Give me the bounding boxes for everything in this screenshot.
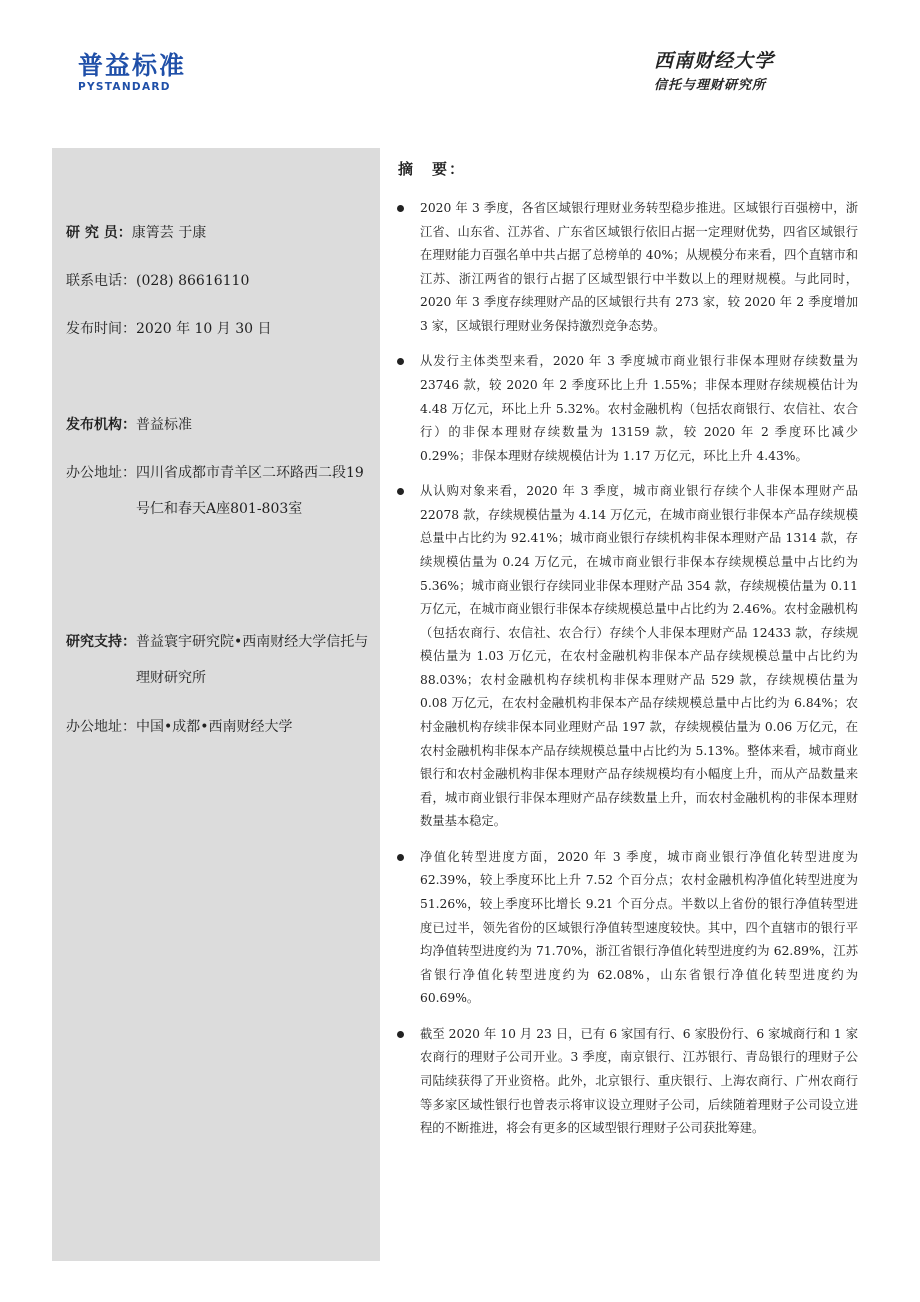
abstract-title: 摘 要： <box>398 160 467 178</box>
university-name: 西南财经大学 <box>653 50 774 72</box>
date-value: 2020 年 10 月 30 日 <box>136 321 272 337</box>
support-row <box>66 633 371 696</box>
publisher-row <box>66 416 371 434</box>
date-row <box>66 320 371 338</box>
researcher-row <box>66 224 371 242</box>
list-item <box>396 1023 858 1141</box>
list-item-text: 2020 年 3 季度，各省区域银行理财业务转型稳步推进。区域银行百强榜中，浙江省、山东省、江苏省、广东省区域银行依旧占据一定理财优势，四省区域银行在理财能力百强名单中共占据了总榜单的 40%；从规模分布来看，四个直辖市和江苏、浙江两省的银行占据了区域型银行中半数以上的理财规模。与此同时，2020 年 3 季度存续理财产品的区域银行共有 273 家，较 2020 年 2 季度增加 3 家，区域银行理财业务保持激烈竞争态势。 <box>420 201 858 333</box>
office-value: 四川省成都市青羊区二环路西二段19号仁和春天A座801-803室 <box>136 465 364 517</box>
list-item <box>396 197 858 339</box>
date-label: 发布时间： <box>66 321 136 337</box>
bullet-icon <box>397 1031 404 1038</box>
list-item <box>396 480 858 834</box>
office2-label: 办公地址： <box>66 719 136 735</box>
list-item-text: 净值化转型进度方面，2020 年 3 季度，城市商业银行净值化转型进度为 62.39%，较上季度环比上升 7.52 个百分点；农村金融机构净值化转型进度为 51.26%，较上季度环比增长 9.21 个百分点。半数以上省份的银行净值转型进度已过半，领先省份的区域银行净值转型速度较快。其中，四个直辖市的银行平均净值转型进度约为 71.70%，浙江省银行净值化转型进度约为 62.89%，江苏省银行净值化转型进度约为 62.08%，山东省银行净值化转型进度约为 60.69%。 <box>420 849 858 1006</box>
abstract-list <box>396 197 858 1141</box>
pystandard-logo <box>78 52 208 93</box>
researcher-value: 康箐芸 于康 <box>131 225 207 241</box>
publisher-value: 普益标准 <box>136 417 192 433</box>
phone-value: (028) 86616110 <box>136 273 250 289</box>
list-item <box>396 846 858 1011</box>
support-value: 普益寰宇研究院•西南财经大学信托与理财研究所 <box>136 634 369 686</box>
list-item-text: 截至 2020 年 10 月 23 日，已有 6 家国有行、6 家股份行、6 家城商行和 1 家农商行的理财子公司开业。3 季度，南京银行、江苏银行、青岛银行的理财子公司陆续获得了开业资格。此外，北京银行、重庆银行、上海农商行、广州农商行等多家区域性银行也曾表示将审议设立理财子公司，后续随着理财子公司设立进程的不断推进，将会有更多的区域型银行理财子公司获批筹建。 <box>420 1026 858 1136</box>
office-label: 办公地址： <box>66 465 136 481</box>
info-sidebar <box>52 148 380 1261</box>
bullet-icon <box>397 854 404 861</box>
brand-en: PYSTANDARD <box>78 81 171 93</box>
office2-value: 中国•成都•西南财经大学 <box>136 719 293 735</box>
office-row <box>66 464 371 527</box>
institute-name: 信托与理财研究所 <box>653 78 766 93</box>
bullet-icon <box>397 205 404 212</box>
abstract-section <box>396 150 858 1153</box>
researcher-label: 研 究 员： <box>66 225 132 241</box>
support-label: 研究支持： <box>66 634 136 650</box>
list-item <box>396 350 858 468</box>
university-logo <box>654 50 774 93</box>
bullet-icon <box>397 358 404 365</box>
bullet-icon <box>397 488 404 495</box>
phone-row <box>66 272 371 290</box>
list-item-text: 从认购对象来看，2020 年 3 季度，城市商业银行存续个人非保本理财产品 22078 款，存续规模估量为 4.14 万亿元，在城市商业银行非保本产品存续规模总量中占比约为 92.41%；城市商业银行存续机构非保本理财产品 1314 款，存续规模估量为 0.24 万亿元，在城市商业银行非保本存续规模总量中占比约为 5.36%；城市商业银行存续同业非保本理财产品 354 款，存续规模估量为 0.11 万亿元，在城市商业银行非保本存续规模总量中占比约为 2.46%。农村金融机构（包括农商行、农信社、农合行）存续个人非保本理财产品 12433 款，存续规模估量为 1.03 万亿元，在农村金融机构非保本产品存续规模总量中占比约为 88.03%；农村金融机构存续机构非保本理财产品 529 款，存续规模估量为 0.08 万亿元，在农村金融机构非保本产品存续规模总量中占比约为 6.84%；农村金融机构存续非保本同业理财产品 197 款，存续规模估量为 0.06 万亿元，在农村金融机构非保本产品存续规模总量中占比约为 5.13%。整体来看，城市商业银行和农村金融机构非保本理财产品存续规模均有小幅度上升，而从产品数量来看，城市商业银行非保本理财产品存续数量上升，而农村金融机构的非保本理财数量基本稳定。 <box>420 484 858 829</box>
phone-label: 联系电话： <box>66 273 136 289</box>
office2-row <box>66 718 371 736</box>
brand-cn: 普益标准 <box>78 51 187 80</box>
list-item-text: 从发行主体类型来看，2020 年 3 季度城市商业银行非保本理财存续数量为 23746 款，较 2020 年 2 季度环比上升 1.55%；非保本理财存续规模估计为 4.48 万亿元，环比上升 5.32%。农村金融机构（包括农商银行、农信社、农合行）的非保本理财存续数量为 13159 款，较 2020 年 2 季度环比减少 0.29%；非保本理财存续规模估计为 1.17 万亿元，环比上升 4.43%。 <box>420 354 858 463</box>
publisher-label: 发布机构： <box>66 417 136 433</box>
